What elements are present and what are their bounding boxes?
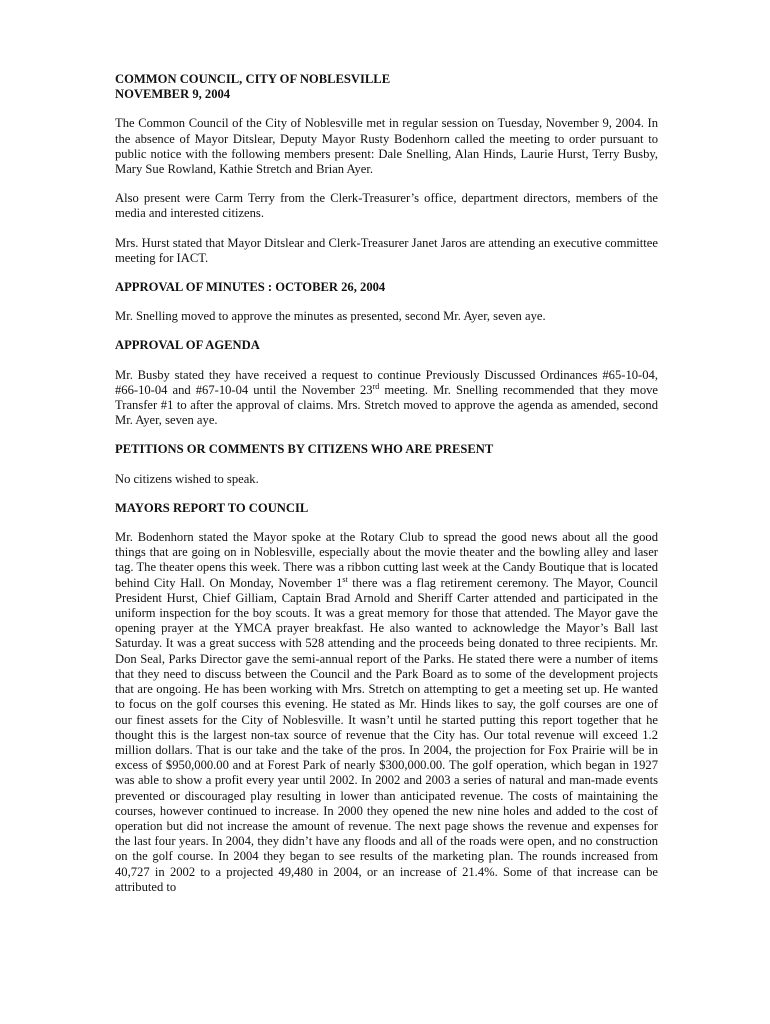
document-header	[115, 72, 658, 102]
mayors-report-text-b: there was a flag retirement ceremony. The Mayor, Council President Hurst, Chief Gilliam, Captain Brad Arnold and Sheriff Carter attended and participated in the uniform inspection for the boy scouts. It was a great memory for those that attended. The Mayor gave the opening prayer at the YMCA prayer breakfast. He also wanted to acknowledge the Mayor’s Ball last Saturday. It was a great success with 528 attending and the proceeds being donated to three recipients. Mr. Don Seal, Parks Director gave the semi-annual report of the Parks. He stated there were a number of items that they need to discuss between the Council and the Park Board as to some of the development projects that are ongoing. He has been working with Mrs. Stretch on attempting to get a meeting set up. He wanted to focus on the golf courses this evening. He stated as Mr. Hinds likes to say, the golf courses are one of our finest assets for the City of Noblesville. It wasn’t until he started putting this report together that he thought this is the largest non-tax source of revenue that the City has. Our total revenue will exceed 1.2 million dollars. That is our take and the take of the pros. In 2004, the projection for Fox Prairie will be in excess of $950,000.00 and at Forest Park of nearly $300,000.00. The golf operation, which began in 1927 was able to show a profit every year until 2002. In 2002 and 2003 a series of natural and man-made events prevented or discouraged play resulting in lower than anticipated revenue. The costs of maintaining the courses, however continued to increase. In 2000 they opened the new nine holes and added to the cost of operation but did not increase the amount of revenue. The next page shows the revenue and expenses for the last four years. In 2004, they didn’t have any floods and all of the roads were open, and no construction on the golf course. In 2004 they began to see results of the marketing plan. The rounds increased from 40,727 in 2002 to a projected 49,480 in 2004, or an increase of 21.4%. Some of that increase can be attributed to	[115, 575, 658, 894]
mayors-report-text-a: Mr. Bodenhorn stated the Mayor spoke at the Rotary Club to spread the good news about all the good things that are going on in Noblesville, especially about the movie theater and the bowling alley and laser tag. The theater opens this week. There was a ribbon cutting last week at the Candy Boutique that is located behind City Hall. On Monday, November 1	[115, 530, 658, 590]
attendance-paragraph: Also present were Carm Terry from the Clerk-Treasurer’s office, department directors, members of the media and interested citizens.	[115, 191, 658, 221]
agenda-paragraph	[115, 368, 658, 429]
intro-paragraph: The Common Council of the City of Noblesville met in regular session on Tuesday, November 9, 2004. In the absence of Mayor Ditslear, Deputy Mayor Rusty Bodenhorn called the meeting to order pursuant to public notice with the following members present: Dale Snelling, Alan Hinds, Laurie Hurst, Terry Busby, Mary Sue Rowland, Kathie Stretch and Brian Ayer.	[115, 116, 658, 177]
minutes-paragraph: Mr. Snelling moved to approve the minutes as presented, second Mr. Ayer, seven aye.	[115, 309, 546, 324]
absence-paragraph: Mrs. Hurst stated that Mayor Ditslear and Clerk-Treasurer Janet Jaros are attending an executive committee meeting for IACT.	[115, 235, 658, 265]
minutes-heading: APPROVAL OF MINUTES : OCTOBER 26, 2004	[115, 280, 386, 295]
petitions-heading: PETITIONS OR COMMENTS BY CITIZENS WHO ARE PRESENT	[115, 442, 494, 457]
agenda-text-b: meeting. Mr. Snelling recommended that they move Transfer #1 to after the approval of claims. Mrs. Stretch moved to approve the agenda as amended, second Mr. Ayer, seven aye.	[115, 382, 658, 428]
agenda-superscript: rd	[372, 381, 380, 391]
document-title: COMMON COUNCIL, CITY OF NOBLESVILLE	[115, 72, 391, 86]
document-date: NOVEMBER 9, 2004	[115, 87, 231, 102]
agenda-heading: APPROVAL OF AGENDA	[115, 338, 260, 353]
mayors-report-paragraph	[115, 530, 658, 895]
mayors-report-superscript: st	[342, 574, 348, 584]
mayors-report-heading: MAYORS REPORT TO COUNCIL	[115, 500, 309, 515]
document-body	[115, 72, 658, 909]
agenda-text-a: Mr. Busby stated they have received a request to continue Previously Discussed Ordinances #65-10-04, #66-10-04 and #67-10-04 until the November 23	[115, 367, 658, 397]
petitions-paragraph: No citizens wished to speak.	[115, 471, 259, 486]
